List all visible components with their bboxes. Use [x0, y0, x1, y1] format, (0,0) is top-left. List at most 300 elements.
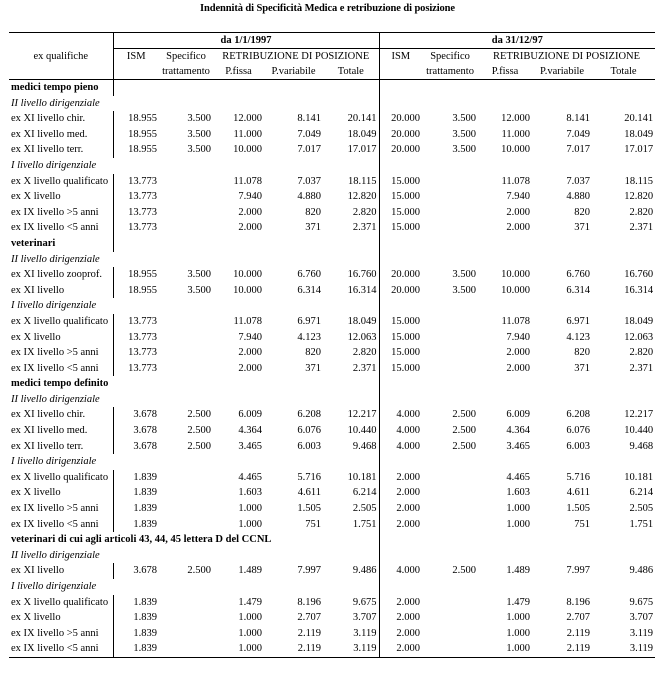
- cell-value: 6.971: [566, 315, 591, 327]
- cell-value: 1.839: [113, 626, 159, 642]
- cell-value: 2.000: [379, 470, 422, 486]
- cell-value: 1.000: [506, 627, 531, 639]
- section-row: [9, 376, 655, 392]
- cell-value: 371: [574, 362, 591, 374]
- row-label: ex IX livello <5 anni: [11, 518, 99, 530]
- cell-value: 18.955: [113, 142, 159, 158]
- cell-value: 7.017: [566, 144, 591, 156]
- cell-value: 15.000: [379, 205, 422, 221]
- cell-value: 13.773: [113, 361, 159, 377]
- trattamento-header-1: trattamento: [162, 66, 210, 77]
- cell-value: 9.486: [629, 565, 654, 577]
- cell-value: 13.773: [113, 205, 159, 221]
- table-row: [9, 610, 655, 626]
- cell-value: 2.505: [629, 503, 654, 515]
- cell-value: 2.119: [297, 643, 321, 655]
- cell-value: 2.707: [297, 612, 321, 624]
- row-label: ex XI livello chir.: [11, 409, 86, 421]
- subsection-label: II livello dirigenziale: [11, 253, 100, 265]
- cell-value: 10.000: [233, 269, 262, 281]
- cell-value: 3.500: [452, 284, 477, 296]
- cell-value: 1.839: [113, 485, 159, 501]
- cell-value: 2.820: [352, 347, 377, 359]
- cell-value: 3.119: [629, 643, 654, 655]
- cell-value: 5.716: [297, 471, 321, 483]
- period-1997-header: da 1/1/1997: [113, 33, 379, 49]
- cell-value: 3.500: [452, 144, 477, 156]
- cell-value: 10.181: [347, 471, 377, 483]
- cell-value: 1.839: [113, 595, 159, 611]
- cell-value: 820: [574, 347, 591, 359]
- cell-value: 13.773: [113, 314, 159, 330]
- cell-value: 751: [574, 518, 591, 530]
- cell-value: 7.940: [238, 191, 262, 203]
- table-row: [9, 595, 655, 611]
- table-row: [9, 407, 655, 423]
- cell-value: 4.465: [506, 471, 531, 483]
- cell-value: 3.465: [506, 440, 531, 452]
- cell-value: 10.440: [347, 425, 377, 437]
- cell-value: 3.678: [113, 423, 159, 439]
- cell-value: 3.707: [352, 612, 377, 624]
- cell-value: 3.119: [629, 627, 654, 639]
- cell-value: 9.675: [629, 596, 654, 608]
- cell-value: 5.716: [566, 471, 591, 483]
- cell-value: 8.196: [297, 596, 321, 608]
- cell-value: 16.760: [347, 269, 377, 281]
- row-label: ex IX livello <5 anni: [11, 643, 99, 655]
- cell-value: 12.063: [624, 331, 654, 343]
- cell-value: 6.009: [238, 409, 262, 421]
- cell-value: 2.371: [629, 362, 654, 374]
- section-label: veterinari: [11, 237, 56, 249]
- cell-value: 18.115: [348, 175, 377, 187]
- cell-value: 3.500: [452, 128, 477, 140]
- cell-value: 3.707: [629, 612, 654, 624]
- cell-value: [159, 174, 213, 190]
- cell-value: 2.500: [452, 409, 477, 421]
- cell-value: 1.603: [506, 487, 531, 499]
- row-label: ex XI livello terr.: [11, 440, 84, 452]
- table-row: [9, 330, 655, 346]
- section-row: [9, 236, 655, 252]
- cell-value: 6.760: [566, 269, 591, 281]
- cell-value: 13.773: [113, 345, 159, 361]
- cell-value: 18.049: [624, 128, 654, 140]
- cell-value: 2.371: [352, 362, 377, 374]
- cell-value: 3.500: [187, 144, 211, 156]
- cell-value: 2.000: [379, 517, 422, 533]
- cell-value: [159, 205, 213, 221]
- cell-value: 3.500: [187, 128, 211, 140]
- cell-value: 6.314: [566, 284, 591, 296]
- row-label: ex IX livello <5 anni: [11, 362, 99, 374]
- section-label: medici tempo pieno: [11, 82, 99, 93]
- table-row: [9, 423, 655, 439]
- cell-value: 3.465: [238, 440, 262, 452]
- pvariabile-header-2: P.variabile: [540, 66, 585, 77]
- cell-value: 3.119: [353, 627, 377, 639]
- cell-value: 2.000: [506, 206, 531, 218]
- section-label: medici tempo definito: [11, 378, 109, 390]
- cell-value: 4.000: [379, 407, 422, 423]
- cell-value: [159, 485, 213, 501]
- cell-value: 12.217: [624, 409, 654, 421]
- cell-value: [159, 626, 213, 642]
- row-label: ex IX livello >5 anni: [11, 627, 99, 639]
- cell-value: 18.955: [113, 111, 159, 127]
- cell-value: 1.000: [238, 518, 262, 530]
- table-row: [9, 470, 655, 486]
- cell-value: 17.017: [347, 144, 377, 156]
- cell-value: 1.751: [352, 518, 377, 530]
- table-row: [9, 439, 655, 455]
- cell-value: 2.500: [187, 565, 211, 577]
- cell-value: 20.000: [379, 111, 422, 127]
- cell-value: 1.000: [506, 643, 531, 655]
- cell-value: 2.500: [187, 409, 211, 421]
- cell-value: 6.076: [566, 425, 591, 437]
- cell-value: 2.000: [379, 595, 422, 611]
- cell-value: 7.049: [297, 128, 321, 140]
- cell-value: 20.000: [379, 283, 422, 299]
- row-label: ex X livello: [11, 487, 61, 499]
- table-row: [9, 205, 655, 221]
- cell-value: 12.000: [501, 113, 531, 125]
- cell-value: 1.489: [506, 565, 531, 577]
- cell-value: 3.500: [452, 113, 477, 125]
- cell-value: 1.000: [238, 612, 262, 624]
- cell-value: [159, 501, 213, 517]
- cell-value: 371: [574, 222, 591, 234]
- retribuzione-header-1: RETRIBUZIONE DI POSIZIONE: [222, 51, 370, 62]
- cell-value: 2.000: [238, 347, 262, 359]
- cell-value: [159, 610, 213, 626]
- ism-header-2: ISM: [379, 49, 422, 65]
- cell-value: 15.000: [379, 220, 422, 236]
- pfissa-header-2: P.fissa: [491, 66, 519, 77]
- cell-value: 13.773: [113, 174, 159, 190]
- pfissa-header-1: P.fissa: [225, 66, 252, 77]
- cell-value: 6.314: [297, 284, 321, 296]
- cell-value: 9.468: [629, 440, 654, 452]
- cell-value: [159, 641, 213, 657]
- row-label: ex IX livello <5 anni: [11, 222, 99, 234]
- cell-value: 18.049: [347, 128, 377, 140]
- cell-value: [422, 205, 478, 221]
- cell-value: 4.364: [506, 425, 531, 437]
- cell-value: 10.000: [501, 269, 531, 281]
- cell-value: 6.214: [352, 487, 377, 499]
- cell-value: 7.997: [566, 565, 591, 577]
- cell-value: 751: [305, 518, 321, 530]
- cell-value: 12.063: [347, 331, 377, 343]
- cell-value: 820: [305, 347, 321, 359]
- cell-value: 1.839: [113, 641, 159, 657]
- cell-value: 6.003: [297, 440, 321, 452]
- cell-value: 2.500: [452, 565, 477, 577]
- cell-value: [422, 501, 478, 517]
- cell-value: 2.500: [452, 440, 477, 452]
- table-row: [9, 142, 655, 158]
- cell-value: 6.208: [297, 409, 321, 421]
- cell-value: 2.500: [187, 440, 211, 452]
- cell-value: [159, 314, 213, 330]
- cell-value: [422, 330, 478, 346]
- cell-value: 16.314: [347, 284, 377, 296]
- cell-value: 371: [305, 362, 321, 374]
- cell-value: 2.000: [238, 222, 262, 234]
- cell-value: 15.000: [379, 345, 422, 361]
- cell-value: 11.078: [233, 175, 262, 187]
- cell-value: 10.000: [501, 284, 531, 296]
- cell-value: 1.489: [238, 565, 262, 577]
- cell-value: [159, 330, 213, 346]
- cell-value: 10.000: [501, 144, 531, 156]
- cell-value: 20.000: [379, 142, 422, 158]
- cell-value: 4.123: [566, 331, 591, 343]
- section-row: [9, 532, 655, 548]
- section-row: [9, 80, 655, 96]
- subsection-row: [9, 158, 655, 174]
- cell-value: 7.037: [297, 175, 321, 187]
- table-row: [9, 174, 655, 190]
- cell-value: 16.314: [624, 284, 654, 296]
- cell-value: 18.049: [624, 315, 654, 327]
- table-row: [9, 127, 655, 143]
- cell-value: [422, 470, 478, 486]
- cell-value: 4.880: [566, 191, 591, 203]
- cell-value: [159, 595, 213, 611]
- subsection-label: II livello dirigenziale: [11, 393, 100, 405]
- cell-value: 20.141: [624, 113, 654, 125]
- cell-value: 6.214: [629, 487, 654, 499]
- row-label: ex XI livello terr.: [11, 144, 84, 156]
- col-label-header: ex qualifiche: [33, 50, 88, 62]
- cell-value: 12.820: [347, 191, 377, 203]
- table-row: [9, 220, 655, 236]
- table-row: [9, 563, 655, 579]
- cell-value: 3.500: [452, 269, 477, 281]
- cell-value: 2.500: [187, 425, 211, 437]
- cell-value: [159, 220, 213, 236]
- cell-value: 1.479: [238, 596, 262, 608]
- cell-value: 11.078: [501, 315, 531, 327]
- cell-value: 2.119: [566, 627, 591, 639]
- cell-value: 15.000: [379, 361, 422, 377]
- cell-value: [422, 626, 478, 642]
- cell-value: 2.505: [352, 503, 377, 515]
- trattamento-header-2: trattamento: [426, 66, 474, 77]
- cell-value: 2.820: [629, 347, 654, 359]
- cell-value: 18.955: [113, 127, 159, 143]
- subsection-label: I livello dirigenziale: [11, 300, 97, 312]
- cell-value: 20.000: [379, 267, 422, 283]
- row-label: ex X livello qualificato: [11, 596, 109, 608]
- ism-header-1: ISM: [113, 49, 159, 65]
- cell-value: 15.000: [379, 174, 422, 190]
- cell-value: 13.773: [113, 220, 159, 236]
- cell-value: [159, 189, 213, 205]
- row-label: ex XI livello: [11, 284, 65, 296]
- cell-value: 4.364: [238, 425, 262, 437]
- cell-value: [422, 517, 478, 533]
- table-row: [9, 517, 655, 533]
- cell-value: 2.119: [297, 627, 321, 639]
- subsection-label: I livello dirigenziale: [11, 159, 97, 171]
- subsection-row: [9, 454, 655, 470]
- cell-value: 3.119: [353, 643, 377, 655]
- cell-value: 10.440: [624, 425, 654, 437]
- cell-value: 2.000: [379, 626, 422, 642]
- cell-value: [422, 595, 478, 611]
- cell-value: 4.123: [297, 331, 321, 343]
- cell-value: 1.000: [238, 627, 262, 639]
- row-label: ex XI livello: [11, 565, 65, 577]
- cell-value: 1.839: [113, 610, 159, 626]
- cell-value: 8.196: [566, 596, 591, 608]
- cell-value: 4.000: [379, 423, 422, 439]
- cell-value: 7.940: [238, 331, 262, 343]
- cell-value: 1.000: [238, 503, 262, 515]
- cell-value: 10.000: [233, 284, 262, 296]
- cell-value: 11.078: [501, 175, 531, 187]
- cell-value: 2.371: [629, 222, 654, 234]
- row-label: ex X livello qualificato: [11, 315, 109, 327]
- subsection-label: I livello dirigenziale: [11, 456, 97, 468]
- cell-value: 18.955: [113, 267, 159, 283]
- cell-value: 2.000: [379, 610, 422, 626]
- cell-value: 15.000: [379, 330, 422, 346]
- cell-value: 11.000: [501, 128, 531, 140]
- row-label: ex X livello qualificato: [11, 175, 109, 187]
- cell-value: 6.076: [297, 425, 321, 437]
- table-row: [9, 267, 655, 283]
- cell-value: 15.000: [379, 314, 422, 330]
- cell-value: 9.468: [352, 440, 377, 452]
- cell-value: 1.839: [113, 517, 159, 533]
- subsection-row: [9, 252, 655, 268]
- cell-value: 2.500: [452, 425, 477, 437]
- cell-value: [422, 361, 478, 377]
- cell-value: 6.009: [506, 409, 531, 421]
- cell-value: [422, 314, 478, 330]
- cell-value: 3.500: [187, 284, 211, 296]
- cell-value: 12.820: [624, 191, 654, 203]
- cell-value: 4.000: [379, 563, 422, 579]
- row-label: ex IX livello >5 anni: [11, 347, 99, 359]
- cell-value: 18.955: [113, 283, 159, 299]
- cell-value: 11.078: [233, 315, 262, 327]
- table-row: [9, 189, 655, 205]
- cell-value: 3.678: [113, 563, 159, 579]
- cell-value: 1.839: [113, 470, 159, 486]
- cell-value: 2.000: [379, 501, 422, 517]
- cell-value: 17.017: [624, 144, 654, 156]
- table-header: [9, 33, 655, 80]
- cell-value: 6.971: [297, 315, 321, 327]
- cell-value: 2.000: [506, 347, 531, 359]
- cell-value: 7.997: [297, 565, 321, 577]
- table-row: [9, 314, 655, 330]
- cell-value: 2.000: [506, 222, 531, 234]
- cell-value: [159, 517, 213, 533]
- row-label: ex XI livello chir.: [11, 113, 86, 125]
- table-row: [9, 111, 655, 127]
- cell-value: 1.505: [566, 503, 591, 515]
- pvariabile-header-1: P.variabile: [271, 66, 316, 77]
- cell-value: 9.675: [352, 596, 377, 608]
- cell-value: 2.119: [566, 643, 591, 655]
- table-row: [9, 641, 655, 657]
- cell-value: 13.773: [113, 330, 159, 346]
- row-label: ex XI livello zooprof.: [11, 269, 102, 281]
- cell-value: [422, 189, 478, 205]
- row-label: ex X livello: [11, 612, 61, 624]
- cell-value: 1.505: [297, 503, 321, 515]
- subsection-row: [9, 548, 655, 564]
- cell-value: 12.217: [347, 409, 377, 421]
- cell-value: [422, 610, 478, 626]
- cell-value: 1.000: [506, 503, 531, 515]
- cell-value: 4.465: [238, 471, 262, 483]
- cell-value: 2.820: [629, 206, 654, 218]
- cell-value: 2.000: [379, 641, 422, 657]
- cell-value: 7.037: [566, 175, 591, 187]
- totale-header-1: Totale: [337, 66, 364, 77]
- cell-value: 8.141: [566, 113, 591, 125]
- totale-header-2: Totale: [610, 66, 637, 77]
- indemnity-table: [9, 32, 655, 658]
- row-label: ex XI livello med.: [11, 425, 88, 437]
- page-title: Indennità di Specificità Medica e retribuzione di posizione: [200, 3, 455, 14]
- cell-value: [422, 174, 478, 190]
- cell-value: [422, 641, 478, 657]
- cell-value: 11.000: [233, 128, 262, 140]
- table-row: [9, 283, 655, 299]
- cell-value: 9.486: [352, 565, 377, 577]
- cell-value: 3.500: [187, 269, 211, 281]
- cell-value: 13.773: [113, 189, 159, 205]
- row-label: ex X livello qualificato: [11, 471, 109, 483]
- row-label: ex X livello: [11, 191, 61, 203]
- cell-value: 18.049: [347, 315, 377, 327]
- row-label: ex X livello: [11, 331, 61, 343]
- cell-value: 16.760: [624, 269, 654, 281]
- cell-value: 12.000: [233, 113, 262, 125]
- cell-value: 2.707: [566, 612, 591, 624]
- table-row: [9, 485, 655, 501]
- cell-value: [159, 345, 213, 361]
- cell-value: 1.751: [629, 518, 654, 530]
- cell-value: 6.760: [297, 269, 321, 281]
- cell-value: 10.181: [624, 471, 654, 483]
- cell-value: 2.000: [379, 485, 422, 501]
- cell-value: [422, 220, 478, 236]
- subsection-row: [9, 392, 655, 408]
- table-body: [9, 80, 655, 658]
- subsection-row: [9, 96, 655, 112]
- subsection-label: II livello dirigenziale: [11, 549, 100, 561]
- cell-value: 18.115: [624, 175, 654, 187]
- cell-value: 371: [305, 222, 321, 234]
- cell-value: 2.000: [506, 362, 531, 374]
- subsection-label: II livello dirigenziale: [11, 97, 100, 109]
- subsection-row: [9, 579, 655, 595]
- cell-value: 820: [305, 206, 321, 218]
- cell-value: 1.000: [506, 518, 531, 530]
- cell-value: 1.000: [506, 612, 531, 624]
